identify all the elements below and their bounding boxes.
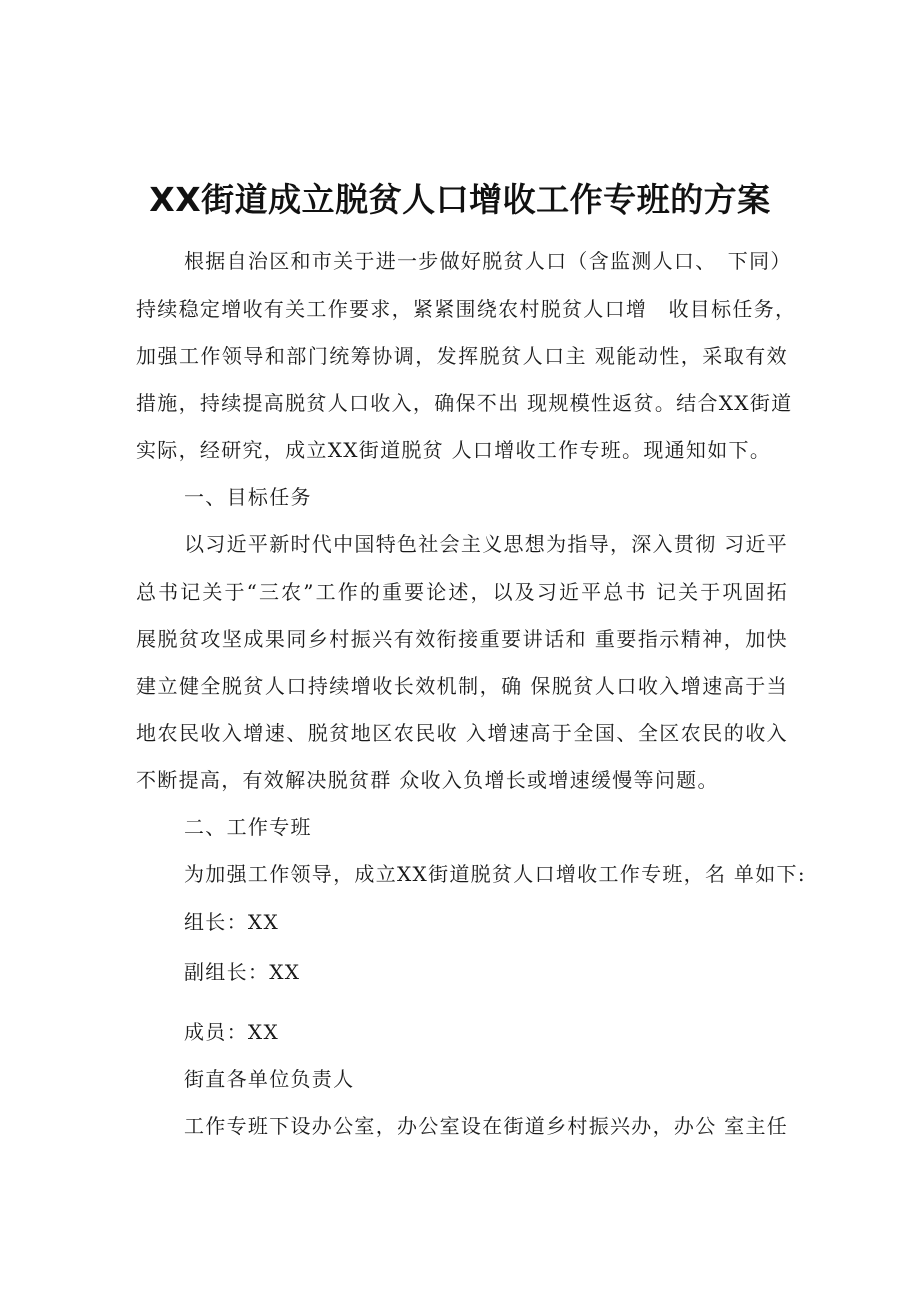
- section1-heading: 一、目标任务: [184, 485, 312, 509]
- section2-intro: 为加强工作领导，成立XX街道脱贫人口增收工作专班，名 单如下:: [184, 862, 806, 886]
- section1-line-4: 建立健全脱贫人口持续增收长效机制，确 保脱贫人口收入增速高于当: [136, 674, 788, 698]
- deputy-leader-line: 副组长：XX: [184, 960, 301, 984]
- section1-line-1: 以习近平新时代中国特色社会主义思想为指导，深入贯彻 习近平: [184, 532, 789, 556]
- intro-line-4: 措施，持续提高脱贫人口收入，确保不出 现规模性返贫。结合XX街道: [136, 391, 793, 415]
- members-detail-line: 街直各单位负责人: [184, 1067, 355, 1091]
- section2-heading: 二、工作专班: [184, 815, 312, 839]
- section1-line-6: 不断提高，有效解决脱贫群 众收入负增长或增速缓慢等问题。: [136, 768, 719, 792]
- intro-line-5: 实际，经研究，成立XX街道脱贫 人口增收工作专班。现通知如下。: [136, 438, 772, 462]
- leader-line: 组长：XX: [184, 910, 279, 934]
- section1-line-2: 总书记关于“三农”工作的重要论述，以及习近平总书 记关于巩固拓: [136, 580, 788, 604]
- intro-line-1: 根据自治区和市关于进一步做好脱贫人口（含监测人口、 下同）: [184, 249, 792, 273]
- intro-line-2: 持续稳定增收有关工作要求，紧紧围绕农村脱贫人口增 收目标任务，: [136, 297, 797, 321]
- document-title: XX街道成立脱贫人口增收工作专班的方案: [149, 180, 771, 219]
- intro-line-3: 加强工作领导和部门统筹协调，发挥脱贫人口主 观能动性，采取有效: [136, 344, 788, 368]
- members-line: 成员：XX: [184, 1020, 279, 1044]
- section1-line-5: 地农民收入增速、脱贫地区农民收 入增速高于全国、全区农民的收入: [136, 721, 788, 745]
- section1-line-3: 展脱贫攻坚成果同乡村振兴有效衔接重要讲话和 重要指示精神，加快: [136, 627, 788, 651]
- office-line: 工作专班下设办公室，办公室设在街道乡村振兴办，办公 室主任: [184, 1114, 789, 1138]
